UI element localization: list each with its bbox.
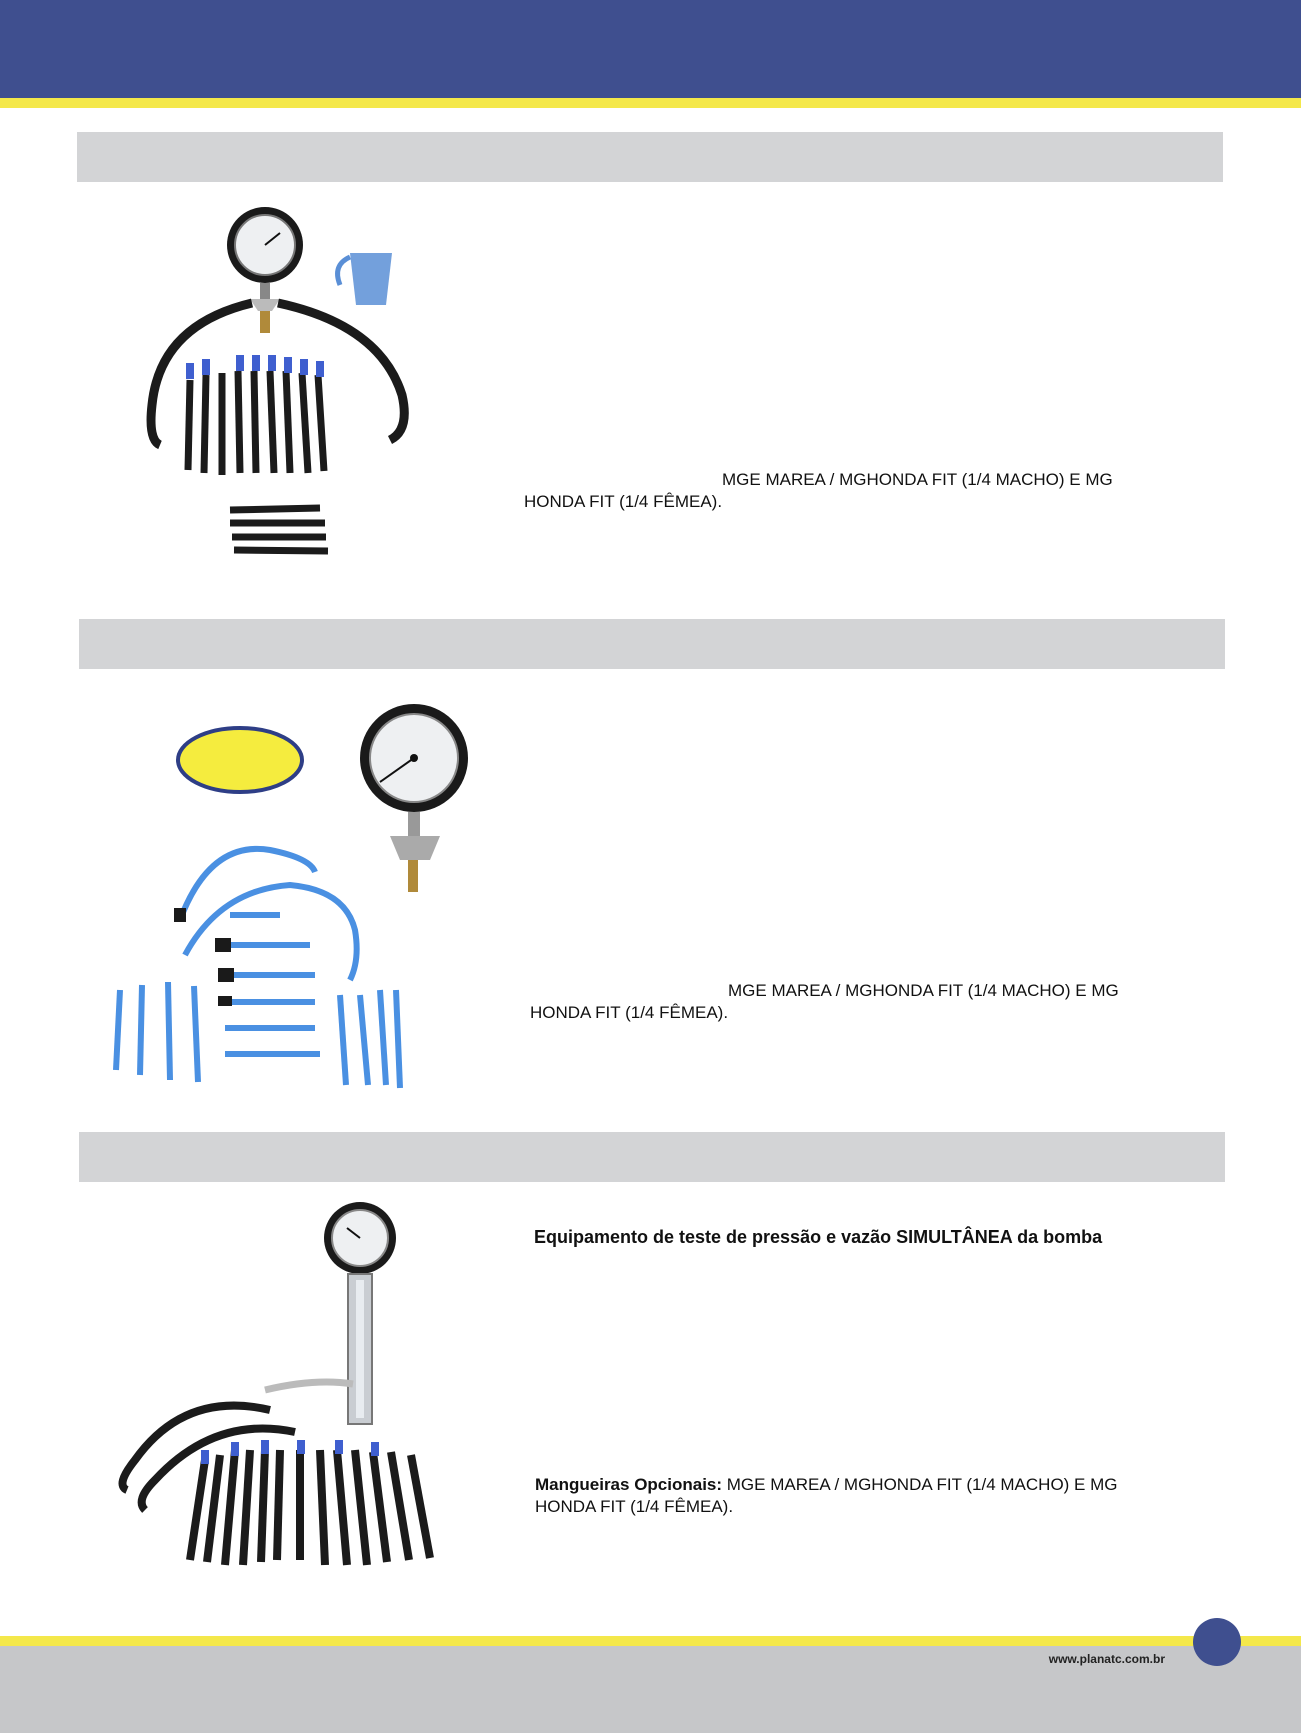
optional-hoses-text: MGE MAREA / MGHONDA FIT (1/4 MACHO) E MG — [722, 470, 1113, 489]
badge-oval — [178, 728, 302, 792]
page-marker-dot — [1193, 1618, 1241, 1666]
optional-hoses-label: Mangueiras Opcionais: — [535, 1475, 723, 1494]
product-3-image — [115, 1200, 465, 1595]
pressure-gauge-icon — [360, 704, 468, 892]
product-1-image — [140, 205, 430, 567]
flow-meter-icon — [265, 1274, 372, 1424]
hose-icon — [123, 1406, 431, 1565]
measuring-cup-icon — [338, 253, 392, 305]
section-2-title-bar — [79, 619, 1225, 669]
section-3-optional-hoses — [535, 1474, 1118, 1518]
optional-hoses-text: MGE MAREA / MGHONDA FIT (1/4 MACHO) E MG — [722, 1475, 1118, 1494]
optional-hoses-text: MGE MAREA / MGHONDA FIT (1/4 MACHO) E MG — [728, 981, 1119, 1000]
product-2-image — [110, 690, 480, 1110]
hose-icon — [186, 355, 328, 551]
optional-hoses-text-line2: HONDA FIT (1/4 FÊMEA). — [535, 1497, 734, 1516]
pressure-gauge-icon — [227, 207, 303, 333]
section-3-headline: Equipamento de teste de pressão e vazão SIMULTÂNEA da bomba — [534, 1227, 1103, 1247]
section-1-optional-hoses — [524, 469, 1113, 513]
website-url: www.planatc.com.br — [1048, 1652, 1165, 1666]
section-3-title-bar — [79, 1132, 1225, 1182]
header-accent-stripe — [0, 98, 1301, 108]
section-2-optional-hoses — [530, 980, 1119, 1024]
footer-accent-stripe — [0, 1636, 1301, 1646]
pressure-gauge-icon — [324, 1202, 396, 1274]
optional-hoses-text-line2: HONDA FIT (1/4 FÊMEA). — [524, 492, 723, 511]
optional-hoses-text-line2: HONDA FIT (1/4 FÊMEA). — [530, 1003, 729, 1022]
hose-icon — [116, 849, 400, 1088]
header-band — [0, 0, 1301, 98]
section-1-title-bar — [77, 132, 1223, 182]
